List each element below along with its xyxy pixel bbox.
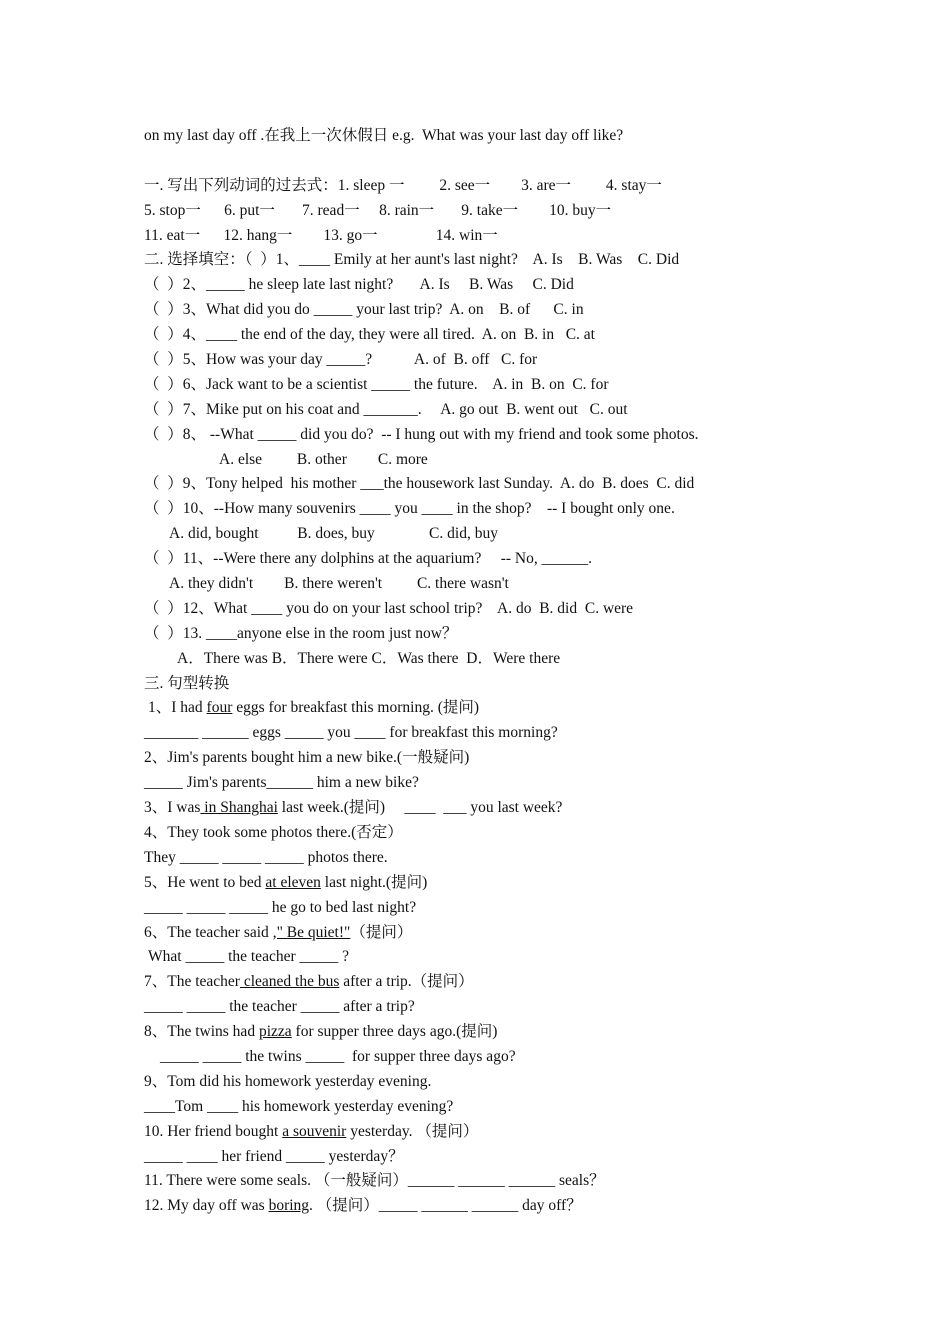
spacer (144, 149, 864, 174)
mc-question-11-options: A. they didn't B. there weren't C. there wasn't (169, 575, 509, 593)
mc-question-9: （ ）9、Tony helped his mother ___the housework last Sunday. A. do B. does C. did (144, 475, 695, 493)
section-sentence-transform (144, 672, 864, 1220)
mc-question-13-options: A．There was B．There were C．Was there D．Were there (177, 649, 561, 667)
mc-question-8: （ ）8、 --What _____ did you do? -- I hung out with my friend and took some photos. (144, 425, 699, 443)
transform-5: 5、He went to bed at eleven last night.(提问) (144, 873, 428, 891)
underlined-part: in Shanghai (200, 799, 278, 817)
transform-1-answer: _______ ______ eggs _____ you ____ for breakfast this morning? (144, 724, 558, 742)
past-tense-line-3: 11. eat一 12. hang一 13. go一 14. win一 (144, 226, 498, 244)
mc-question-13: （ ）13. ____anyone else in the room just now？ (144, 624, 458, 642)
transform-9-answer: ____Tom ____ his homework yesterday evening? (144, 1097, 454, 1115)
transform-6: 6、The teacher said ," Be quiet!"（提问） (144, 923, 413, 941)
mc-question-3: （ ）3、What did you do _____ your last trip? A. on B. of C. in (144, 301, 584, 319)
underlined-part: four (206, 699, 233, 717)
transform-2-answer: _____ Jim's parents______ him a new bike? (144, 774, 419, 792)
mc-question-7: （ ）7、Mike put on his coat and _______. A. go out B. went out C. out (144, 400, 628, 418)
transform-7-answer: _____ _____ the teacher _____ after a trip? (144, 998, 415, 1016)
underlined-part: cleaned the bus (239, 973, 340, 991)
mc-question-8-options: A. else B. other C. more (219, 450, 428, 468)
section-3-title: 三. 句型转换 (144, 674, 230, 692)
underlined-part: boring (268, 1197, 310, 1215)
mc-question-10: （ ）10、--How many souvenirs ____ you ____ in the shop? -- I bought only one. (144, 500, 675, 518)
transform-6-answer: What _____ the teacher _____ ? (148, 948, 349, 966)
transform-10: 10. Her friend bought a souvenir yesterday. （提问） (144, 1122, 479, 1140)
past-tense-line-1: 一. 写出下列动词的过去式：1. sleep 一 2. see一 3. are一 4. stay一 (144, 176, 662, 194)
intro-line: on my last day off .在我上一次休假日 e.g. What was your last day off like? (144, 127, 624, 144)
transform-5-answer: _____ _____ _____ he go to bed last night? (144, 898, 417, 916)
mc-question-6: （ ）6、Jack want to be a scientist _____ the future. A. in B. on C. for (144, 375, 609, 393)
transform-11: 11. There were some seals. （一般疑问）______ ______ ______ seals？ (144, 1172, 605, 1190)
mc-question-2: （ ）2、_____ he sleep late last night? A. Is B. Was C. Did (144, 276, 574, 294)
underlined-part: at eleven (265, 873, 321, 891)
mc-question-1: 二. 选择填空：（ ）1、____ Emily at her aunt's last night? A. Is B. Was C. Did (144, 251, 680, 269)
past-tense-line-2: 5. stop一 6. put一 7. read一 8. rain一 9. take一 10. buy一 (144, 201, 612, 219)
transform-8-answer: _____ _____ the twins _____ for supper three days ago? (160, 1047, 516, 1065)
transform-1: 1、I had four eggs for breakfast this morning. (提问) (148, 699, 480, 717)
worksheet (144, 124, 864, 1219)
mc-question-10-options: A. did, bought B. does, buy C. did, buy (169, 525, 498, 543)
section-multiple-choice (144, 248, 864, 671)
section-past-tense (144, 174, 864, 249)
transform-8: 8、The twins had pizza for supper three days ago.(提问) (144, 1023, 498, 1041)
mc-question-12: （ ）12、What ____ you do on your last school trip? A. do B. did C. were (144, 599, 634, 617)
mc-question-4: （ ）4、____ the end of the day, they were all tired. A. on B. in C. at (144, 326, 595, 344)
mc-question-11: （ ）11、--Were there any dolphins at the aquarium? -- No, ______. (144, 550, 592, 568)
transform-4-answer: They _____ _____ _____ photos there. (144, 848, 388, 866)
transform-2: 2、Jim's parents bought him a new bike.(一般疑问) (144, 749, 470, 767)
transform-9: 9、Tom did his homework yesterday evening. (144, 1072, 432, 1090)
underlined-part: pizza (258, 1023, 292, 1041)
underlined-part: a souvenir (282, 1122, 347, 1140)
transform-4: 4、They took some photos there.(否定） (144, 823, 403, 841)
transform-3: 3、I was in Shanghai last week.(提问) ____ ___ you last week? (144, 799, 563, 817)
underlined-part: ," Be quiet!" (272, 923, 351, 941)
transform-12: 12. My day off was boring. （提问）_____ ______ ______ day off？ (144, 1197, 582, 1215)
transform-10-answer: _____ ____ her friend _____ yesterday？ (144, 1147, 404, 1165)
transform-7: 7、The teacher cleaned the bus after a trip.（提问） (144, 973, 474, 991)
mc-question-5: （ ）5、How was your day _____? A. of B. off C. for (144, 351, 538, 369)
